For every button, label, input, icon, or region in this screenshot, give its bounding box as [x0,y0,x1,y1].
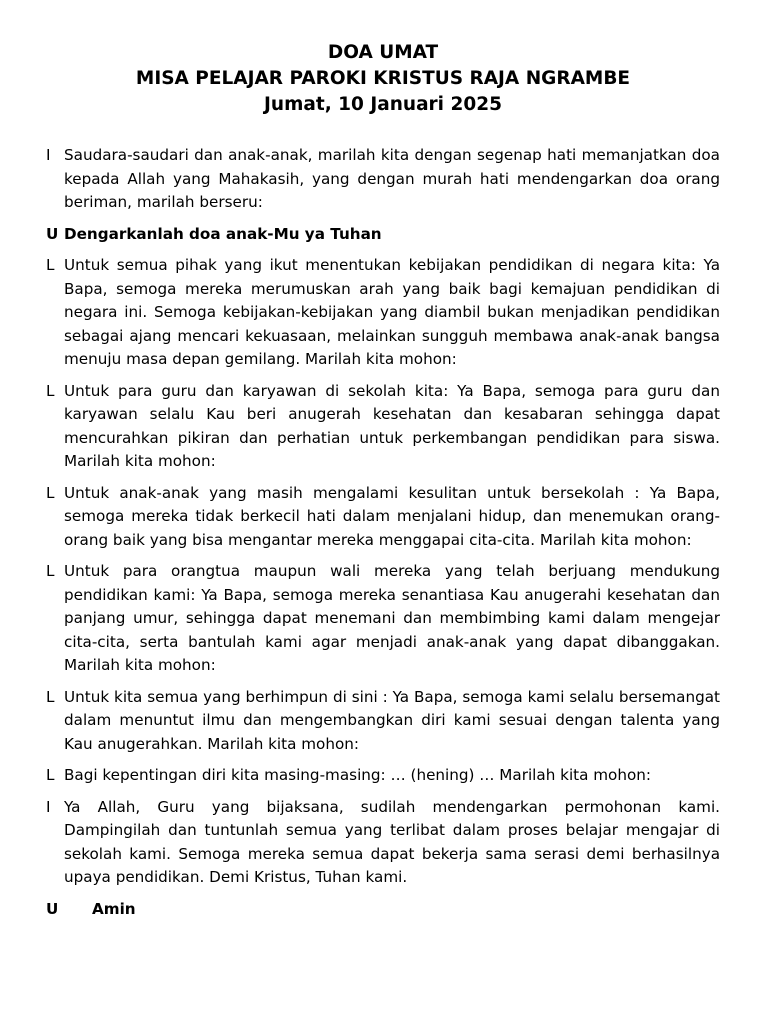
entry-text: Untuk semua pihak yang ikut menentukan kebijakan pendidikan di negara kita: Ya Bapa, semoga mereka merumuskan arah yang baik bagi kemajuan pendidikan di negara ini. Semoga kebijakan-kebijakan yang diambil bukan menjadikan pendidikan sebagai ajang mencari kekuasaan, melainkan sungguh membawa anak-anak bangsa menuju masa depan gemilang. Marilah kita mohon: [64,256,720,368]
entry-marker: I [46,146,51,164]
entry-text: Saudara-saudari dan anak-anak, marilah kita dengan segenap hati memanjatkan doa kepada Allah yang Mahakasih, yang dengan murah hati mendengarkan doa orang beriman, marilah berseru: [64,146,720,211]
header-subtitle: MISA PELAJAR PAROKI KRISTUS RAJA NGRAMBE [135,68,631,89]
closing-marker: U [46,899,59,918]
entry-marker: I [46,797,51,816]
entry-petition [46,686,720,757]
entry-petition [46,560,720,678]
entry-marker: U [46,224,59,243]
entry-petition [46,764,720,788]
entry-marker: L [46,483,55,502]
entry-marker: L [46,256,55,274]
entry-marker: L [46,766,55,784]
entry-text: Untuk para orangtua maupun wali mereka yang telah berjuang mendukung pendidikan kami: Ya Bapa, semoga mereka senantiasa Kau anugerahi kesehatan dan panjang umur, sehingga dapat menemani dan membimbing kami dalam mengejar cita-cita, serta bantulah kami agar menjadi anak-anak yang dapat dibanggakan. Marilah kita mohon: [64,562,720,674]
header-date: Jumat, 10 Januari 2025 [264,94,502,115]
entry-text: Untuk kita semua yang berhimpun di sini : Ya Bapa, semoga kami selalu bersemangat dalam menuntut ilmu dan mengembangkan diri kami sesuai dengan talenta yang Kau anugerahkan. Marilah kita mohon: [64,687,720,753]
entry-text: Bagi kepentingan diri kita masing-masing: … (hening) … Marilah kita mohon: [64,766,651,784]
entry-closing-prayer [46,796,720,890]
entry-petition [46,380,720,474]
entry-text: Dengarkanlah doa anak-Mu ya Tuhan [64,224,382,243]
header-title: DOA UMAT [327,42,439,63]
entry-text: Untuk anak-anak yang masih mengalami kesulitan untuk bersekolah : Ya Bapa, semoga mereka tidak berkecil hati dalam menjalani hidup, dan menemukan orang-orang baik yang bisa mengantar mereka menggapai cita-cita. Marilah kita mohon: [64,483,720,549]
entry-text: Ya Allah, Guru yang bijaksana, sudilah mendengarkan permohonan kami. Dampingilah dan tuntunlah semua yang terlibat dalam proses belajar mengajar di sekolah kami. Semoga mereka semua dapat bekerja sama serasi demi berhasilnya upaya pendidikan. Demi Kristus, Tuhan kami. [64,797,720,886]
document-header [46,40,720,118]
entry-intro [46,144,720,215]
entry-text: Untuk para guru dan karyawan di sekolah kita: Ya Bapa, semoga para guru dan karyawan selalu Kau beri anugerah kesehatan dan kesabaran sehingga dapat mencurahkan pikiran dan perhatian untuk perkembangan pendidikan para siswa. Marilah kita mohon: [64,381,720,470]
entry-marker: L [46,562,55,580]
closing-response [46,898,720,922]
entry-marker: L [46,381,55,400]
entry-marker: L [46,687,55,706]
entry-response [46,223,720,247]
entry-petition [46,482,720,553]
entry-petition [46,254,720,372]
closing-text: Amin [92,899,136,918]
